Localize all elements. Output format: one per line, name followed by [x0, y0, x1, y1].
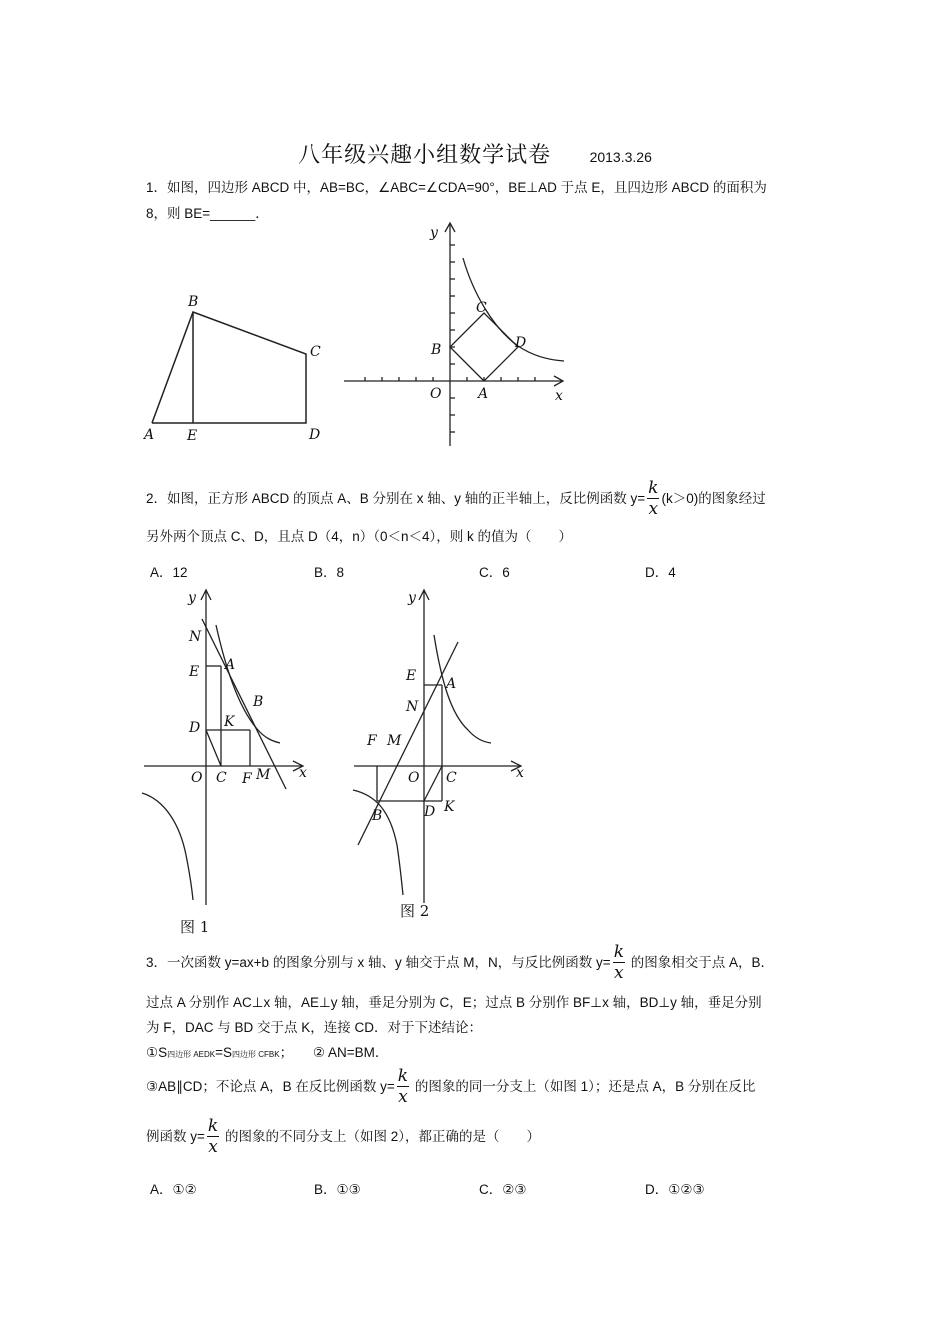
fig1-label-x: x	[299, 765, 307, 781]
q3-conclusion-3	[146, 1066, 755, 1108]
q3-line1	[146, 942, 774, 984]
fig1-label-c: C	[216, 770, 227, 786]
fig2-label-k: K	[444, 799, 455, 815]
q3-option-d[interactable]: D．①②③	[645, 1182, 705, 1197]
q2-label-b: B	[431, 342, 442, 358]
q3-fraction-3	[207, 1118, 219, 1156]
q2-label-d: D	[515, 335, 527, 351]
q3-frac3-den: x	[208, 1137, 218, 1158]
q2-label-a: A	[478, 386, 489, 402]
q3-c1-s: ①S	[146, 1045, 168, 1060]
q2-label-x: x	[555, 388, 563, 404]
q3-line1-after: 的图象相交于点 A，B．	[627, 955, 775, 970]
fig2-label-c: C	[446, 770, 457, 786]
q2-option-d[interactable]: D．4	[645, 565, 676, 580]
fig1-label-y: y	[188, 590, 196, 606]
q2-frac-den: x	[648, 499, 659, 520]
q3-c1-eq: =S	[215, 1045, 233, 1060]
q2-text-before: 2．如图，正方形 ABCD 的顶点 A、B 分别在 x 轴、y 轴的正半轴上，反比例函数 y=	[146, 491, 646, 506]
q3-figure-1	[140, 585, 320, 940]
q2-line2: 另外两个顶点 C、D，且点 D（4，n）（0＜n＜4），则 k 的值为（ ）	[146, 529, 573, 544]
q3-line1-before: 3．一次函数 y=ax+b 的图象分别与 x 轴、y 轴交于点 M，N，与反比例函数 y=	[146, 955, 611, 970]
q2-frac-num: k	[648, 478, 659, 499]
q2-label-c: C	[476, 300, 487, 316]
fig1-label-d: D	[189, 720, 201, 736]
q1-quadrilateral-figure	[140, 285, 340, 450]
fig1-label-k: K	[224, 714, 235, 730]
q3-c1-sub1: 四边形 AEDK	[167, 1050, 216, 1059]
q2-square	[450, 313, 518, 381]
q3-c4-before: 例函数 y=	[146, 1129, 205, 1144]
q2-option-a[interactable]: A．12	[150, 565, 188, 580]
fig1-label-f: F	[242, 771, 252, 787]
q3-frac2-num: k	[397, 1066, 409, 1087]
q3-conclusion-1-2	[146, 1043, 388, 1065]
q3-frac3-num: k	[207, 1116, 219, 1137]
q1-quad-outline	[152, 312, 306, 423]
q2-option-c[interactable]: C．6	[479, 565, 510, 580]
fig1-label-b: B	[253, 694, 264, 710]
q1-label-a: A	[144, 427, 155, 443]
fig1-line-mn	[202, 619, 286, 789]
fig1-label-n: N	[189, 629, 202, 645]
q2-line1	[146, 478, 766, 520]
fig1-hyperbola-left	[142, 793, 193, 900]
q1-line1: 1．如图，四边形 ABCD 中，AB=BC，∠ABC=∠CDA=90°，BE⊥AD 于点 E，且四边形 ABCD 的面积为	[146, 180, 767, 195]
q3-c1-sub2: 四边形 CFBK	[232, 1050, 280, 1059]
fig2-label-b: B	[372, 808, 383, 824]
q3-c3-after: 的图象的同一分支上（如图 1）；还是点 A，B 分别在反比	[411, 1079, 756, 1094]
q1-label-e: E	[187, 428, 198, 444]
q2-fraction	[647, 480, 659, 518]
q3-line3: 为 F，DAC 与 BD 交于点 K，连接 CD．对于下述结论：	[146, 1020, 483, 1035]
fig1-label-e: E	[189, 664, 200, 680]
q3-option-b[interactable]: B．①③	[314, 1182, 361, 1197]
fig1-label-m: M	[256, 767, 271, 783]
q3-c4-after: 的图象的不同分支上（如图 2），都正确的是（ ）	[221, 1129, 540, 1144]
fig2-label-f: F	[367, 733, 377, 749]
q3-fraction-1	[613, 944, 625, 982]
fig2-label-y: y	[408, 590, 416, 606]
fig2-cd	[424, 766, 442, 801]
q3-fraction-2	[397, 1068, 409, 1106]
q2-label-o: O	[430, 386, 442, 402]
q3-frac1-den: x	[614, 963, 624, 984]
q1-label-c: C	[310, 344, 321, 360]
q3-c2: ② AN=BM．	[312, 1045, 389, 1060]
fig2-label-n: N	[406, 699, 419, 715]
q2-option-b[interactable]: B．8	[314, 565, 345, 580]
fig2-label-e: E	[406, 668, 417, 684]
page-title	[0, 138, 950, 169]
fig1-label-a: A	[225, 657, 236, 673]
q3-line2: 过点 A 分别作 AC⊥x 轴，AE⊥y 轴，垂足分别为 C，E；过点 B 分别作 BF⊥x 轴，BD⊥y 轴，垂足分别	[146, 995, 762, 1010]
fig2-label-m: M	[387, 733, 402, 749]
q3-frac2-den: x	[398, 1087, 408, 1108]
fig1-label-o: O	[191, 770, 203, 786]
q1-label-b: B	[188, 294, 199, 310]
q3-c3-before: ③AB∥CD；不论点 A，B 在反比例函数 y=	[146, 1079, 395, 1094]
q3-option-a[interactable]: A．①②	[150, 1182, 197, 1197]
q2-text-after: (k＞0)的图象经过	[661, 491, 766, 506]
exam-title: 八年级兴趣小组数学试卷	[298, 143, 552, 168]
q3-conclusion-4	[146, 1116, 540, 1158]
q3-option-c[interactable]: C．②③	[479, 1182, 527, 1197]
fig2-label-d: D	[424, 804, 436, 820]
q2-y-ticks	[450, 245, 455, 432]
q1-label-d: D	[309, 427, 321, 443]
exam-date: 2013.3.26	[589, 149, 652, 165]
q3-figure-2	[350, 585, 535, 925]
q1-line2: 8，则 BE=______．	[146, 206, 269, 221]
q2-square-figure	[338, 218, 573, 448]
fig2-caption: 图 2	[400, 902, 430, 920]
q3-frac1-num: k	[613, 942, 624, 963]
fig2-label-o: O	[408, 770, 420, 786]
fig1-caption: 图 1	[180, 918, 210, 936]
fig2-label-a: A	[446, 676, 457, 692]
q2-label-y: y	[430, 225, 438, 241]
fig1-cd	[206, 730, 221, 766]
q3-c1-end: ；	[279, 1045, 294, 1060]
fig2-label-x: x	[516, 765, 524, 781]
